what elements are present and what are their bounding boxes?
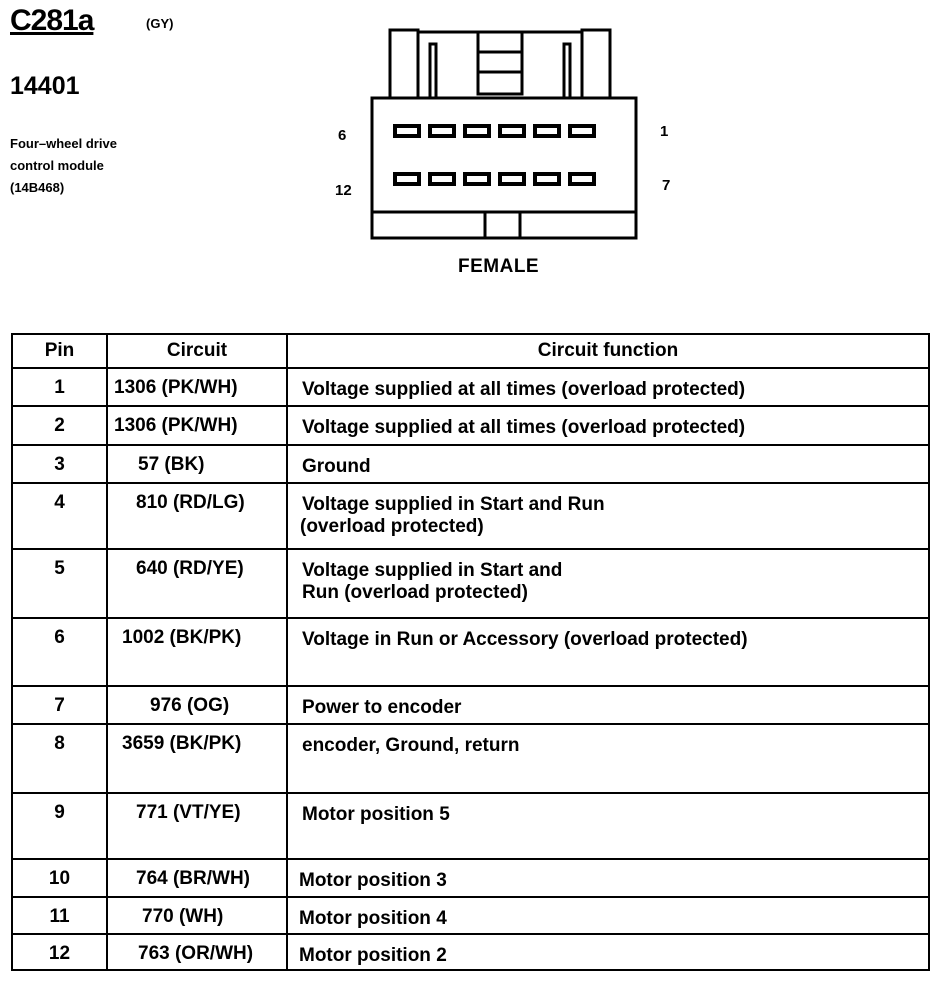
pin-cell: 9 xyxy=(12,793,107,859)
connector-id: C281a xyxy=(10,4,94,37)
function-cell xyxy=(287,724,929,792)
part-number: 14401 xyxy=(10,72,80,100)
connector-latch xyxy=(390,30,610,98)
circuit-cell: 771 (VT/YE) xyxy=(107,793,287,859)
pin-label-1: 1 xyxy=(660,123,669,140)
function-line: Ground xyxy=(302,455,371,477)
function-line: Voltage supplied at all times (overload protected) xyxy=(302,379,746,400)
function-line: Motor position 5 xyxy=(302,803,450,825)
connector-description xyxy=(10,133,117,199)
pin-cell: 2 xyxy=(12,406,107,444)
description-line: (14B468) xyxy=(10,180,65,195)
function-line: Power to encoder xyxy=(302,697,462,719)
pin-cell: 8 xyxy=(12,724,107,792)
connector-body xyxy=(372,98,636,238)
table-row xyxy=(12,724,929,792)
circuit-cell: 764 (BR/WH) xyxy=(107,859,287,897)
table-row xyxy=(12,368,929,406)
description-line: control module xyxy=(10,158,104,173)
header-circuit: Circuit xyxy=(107,334,287,368)
function-line: Voltage supplied in Start and xyxy=(302,560,563,582)
circuit-cell: 57 (BK) xyxy=(107,445,287,483)
function-line: Motor position 2 xyxy=(299,944,447,966)
pin-cell: 10 xyxy=(12,859,107,897)
function-line: Motor position 4 xyxy=(299,908,447,930)
pin-cell: 11 xyxy=(12,897,107,933)
connector-diagram xyxy=(360,24,660,244)
function-cell xyxy=(287,406,929,444)
function-line: encoder, Ground, return xyxy=(302,735,520,757)
function-cell xyxy=(287,686,929,724)
table-row xyxy=(12,793,929,859)
connector-color: (GY) xyxy=(146,16,174,31)
table-row xyxy=(12,483,929,549)
function-cell xyxy=(287,934,929,970)
circuit-cell: 770 (WH) xyxy=(107,897,287,933)
function-line: Voltage in Run or Accessory (overload protected) xyxy=(302,628,748,650)
function-cell xyxy=(287,445,929,483)
table-row xyxy=(12,859,929,897)
table-row xyxy=(12,897,929,933)
pin-cavity-row-bottom xyxy=(395,174,594,184)
pin-cavity-row-top xyxy=(395,126,594,136)
function-cell xyxy=(287,549,929,617)
connector-latch-center xyxy=(418,32,582,94)
pin-label-6: 6 xyxy=(338,127,347,144)
connector-key xyxy=(485,212,520,238)
circuit-cell: 976 (OG) xyxy=(107,686,287,724)
pin-label-12: 12 xyxy=(335,182,352,199)
table-row xyxy=(12,934,929,970)
pinout-table xyxy=(11,333,930,971)
pin-cell: 12 xyxy=(12,934,107,970)
table-row xyxy=(12,686,929,724)
circuit-cell: 1002 (BK/PK) xyxy=(107,618,287,686)
circuit-cell: 1306 (PK/WH) xyxy=(107,406,287,444)
circuit-cell: 763 (OR/WH) xyxy=(107,934,287,970)
table-row xyxy=(12,445,929,483)
function-cell xyxy=(287,793,929,859)
function-line: Voltage supplied in Start and Run xyxy=(302,493,605,515)
pin-cell: 7 xyxy=(12,686,107,724)
header-pin: Pin xyxy=(12,334,107,368)
table-row xyxy=(12,549,929,617)
table-row xyxy=(12,618,929,686)
function-cell xyxy=(287,859,929,897)
function-line: Voltage supplied at all times (overload protected) xyxy=(302,417,746,439)
function-cell xyxy=(287,897,929,933)
pin-label-7: 7 xyxy=(662,177,671,194)
pin-cell: 6 xyxy=(12,618,107,686)
header-function: Circuit function xyxy=(287,334,929,368)
circuit-cell: 810 (RD/LG) xyxy=(107,483,287,549)
connector-gender: FEMALE xyxy=(458,256,540,277)
function-line: (overload protected) xyxy=(300,515,484,537)
pin-cell: 3 xyxy=(12,445,107,483)
pin-cell: 5 xyxy=(12,549,107,617)
function-cell xyxy=(287,483,929,549)
table-row xyxy=(12,406,929,444)
function-cell xyxy=(287,618,929,686)
circuit-cell: 3659 (BK/PK) xyxy=(107,724,287,792)
description-line: Four–wheel drive xyxy=(10,136,117,151)
pin-cell: 4 xyxy=(12,483,107,549)
circuit-cell: 640 (RD/YE) xyxy=(107,549,287,617)
function-cell xyxy=(287,368,929,406)
function-line: Run (overload protected) xyxy=(302,582,528,604)
function-line: Motor position 3 xyxy=(299,870,447,892)
table-header-row xyxy=(12,334,929,368)
pin-cell: 1 xyxy=(12,368,107,406)
circuit-cell: 1306 (PK/WH) xyxy=(107,368,287,406)
